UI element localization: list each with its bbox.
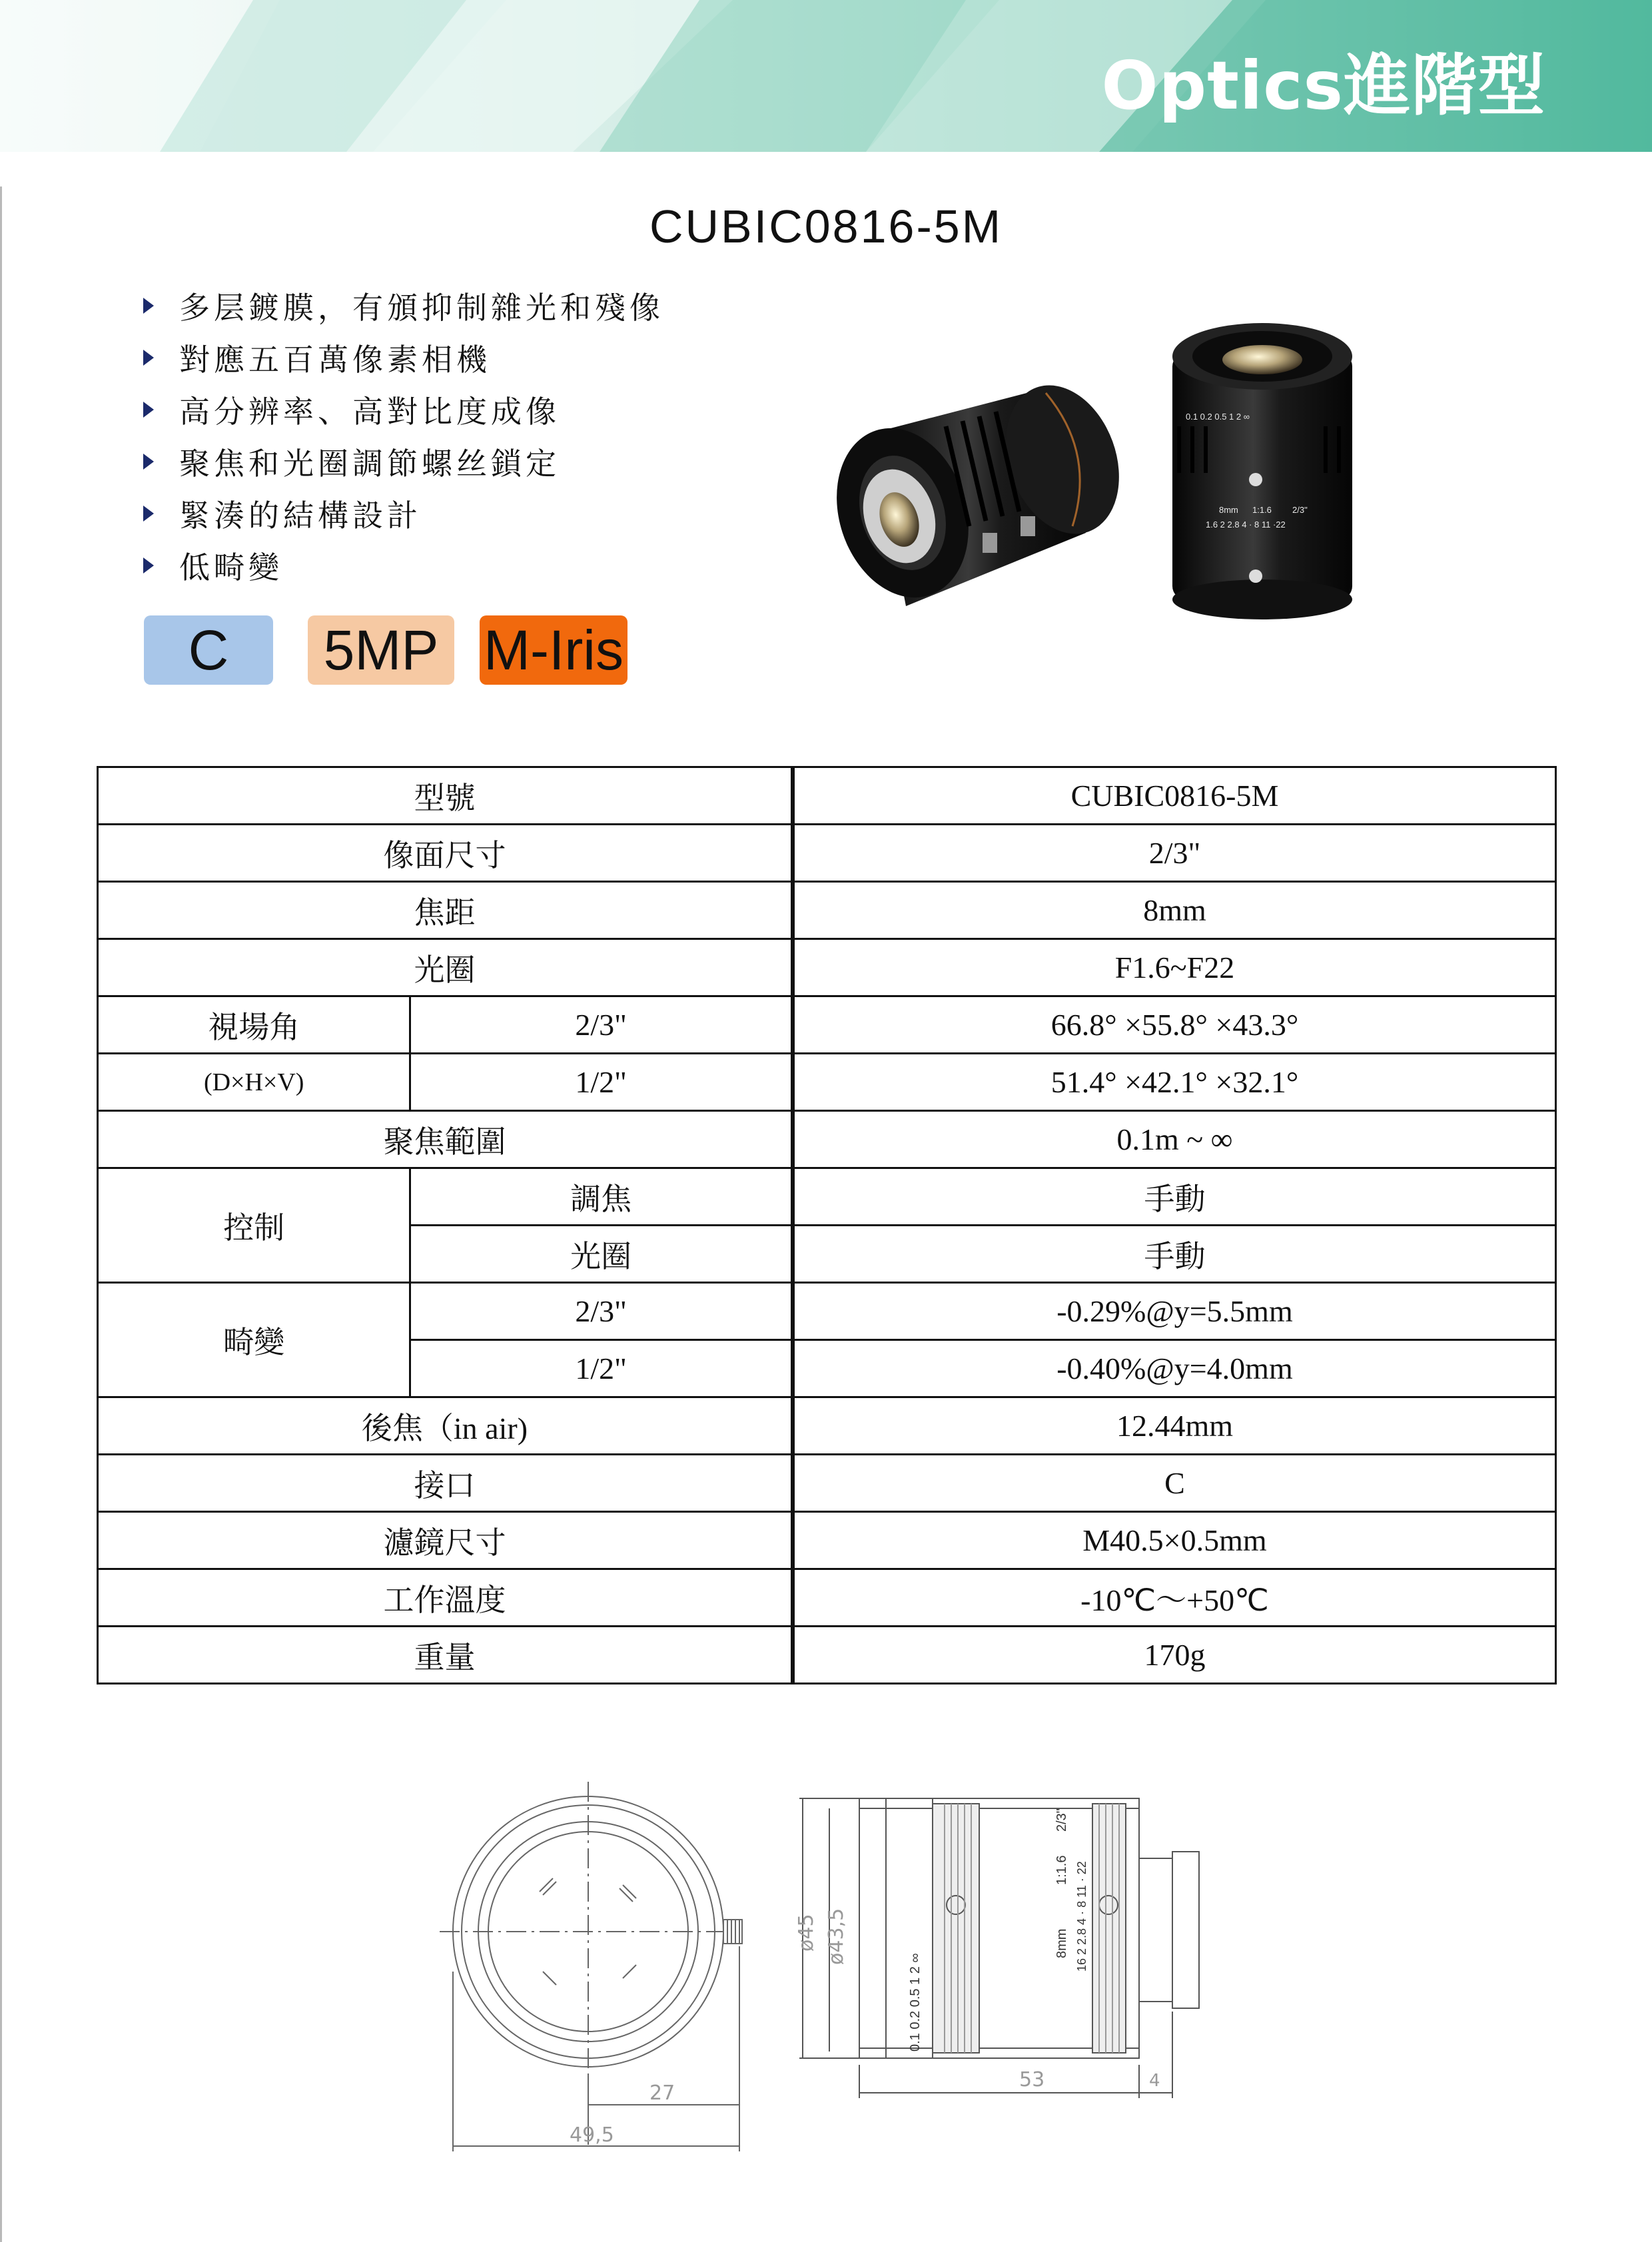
bullet-arrow-icon <box>143 558 154 573</box>
spec-sublabel: 光圈 <box>410 1226 793 1283</box>
bullet-arrow-icon <box>143 454 154 470</box>
header-banner <box>0 0 1652 152</box>
svg-text:1:1.6: 1:1.6 <box>1252 505 1272 515</box>
spec-value: 12.44mm <box>793 1397 1556 1455</box>
spec-value: 66.8° ×55.8° ×43.3° <box>793 996 1556 1054</box>
spec-value: 8mm <box>793 882 1556 939</box>
table-row <box>98 882 1556 939</box>
bullet-arrow-icon <box>143 298 154 314</box>
dimension-drawings <box>426 1772 1292 2171</box>
dim-4: 4 <box>1149 2071 1160 2091</box>
svg-text:2/3": 2/3" <box>1292 505 1308 515</box>
svg-text:8mm: 8mm <box>1219 505 1238 515</box>
table-row <box>98 1569 1556 1627</box>
table-row <box>98 1397 1556 1455</box>
feature-item: 聚焦和光圈調節螺丝鎖定 <box>143 436 664 488</box>
spec-sublabel: 1/2" <box>410 1340 793 1397</box>
spec-value: F1.6~F22 <box>793 939 1556 996</box>
spec-label: 工作溫度 <box>98 1569 793 1627</box>
spec-value: -0.40%@y=4.0mm <box>793 1340 1556 1397</box>
spec-label: 重量 <box>98 1627 793 1684</box>
spec-label: 濾鏡尺寸 <box>98 1512 793 1569</box>
table-row <box>98 1283 1556 1340</box>
feature-item: 緊湊的結構設計 <box>143 488 664 540</box>
dim-phi45: ø45 <box>795 1914 818 1952</box>
spec-value: 手動 <box>793 1226 1556 1283</box>
spec-label: (D×H×V) <box>98 1054 410 1111</box>
iris-tag: M-Iris <box>480 615 627 685</box>
spec-value: 手動 <box>793 1168 1556 1226</box>
feature-item: 多层鍍膜，有頒抑制雜光和殘像 <box>143 280 664 332</box>
dim-phi43-5: ø43,5 <box>825 1908 848 1965</box>
page-margin-rule <box>0 187 2 2242</box>
table-row <box>98 1111 1556 1168</box>
spec-sublabel: 調焦 <box>410 1168 793 1226</box>
spec-label: 焦距 <box>98 882 793 939</box>
table-row <box>98 1168 1556 1226</box>
barrel-f-scale: 16 2 2.8 4 · 8 11 · 22 <box>1075 1861 1088 1972</box>
barrel-format: 2/3" <box>1054 1808 1069 1832</box>
dim-53: 53 <box>1019 2068 1045 2091</box>
feature-item: 高分辨率、高對比度成像 <box>143 384 664 436</box>
spec-value: -0.29%@y=5.5mm <box>793 1283 1556 1340</box>
spec-value: M40.5×0.5mm <box>793 1512 1556 1569</box>
dim-27: 27 <box>649 2081 675 2105</box>
table-row <box>98 1627 1556 1684</box>
front-view-drawing <box>440 1782 742 2151</box>
svg-text:1.6 2 2.8 4 · 8 11 ·22: 1.6 2 2.8 4 · 8 11 ·22 <box>1206 520 1286 530</box>
product-photo <box>833 313 1379 659</box>
banner-title: Optics進階型 <box>1101 47 1545 125</box>
barrel-focal: 8mm <box>1054 1928 1069 1958</box>
barrel-distance-scale: 0.1 0.2 0.5 1 2 ∞ <box>908 1953 923 2052</box>
spec-label: 聚焦範圍 <box>98 1111 793 1168</box>
product-model-title: CUBIC0816-5M <box>649 200 1003 252</box>
feature-list <box>143 280 664 591</box>
barrel-ratio: 1:1.6 <box>1054 1855 1069 1885</box>
spec-label: 接口 <box>98 1455 793 1512</box>
table-row <box>98 1455 1556 1512</box>
side-view-drawing <box>799 1798 1199 2098</box>
feature-item: 低畸變 <box>143 540 664 591</box>
bullet-arrow-icon <box>143 402 154 418</box>
svg-text:0.1 0.2 0.5 1 2 ∞: 0.1 0.2 0.5 1 2 ∞ <box>1186 412 1250 422</box>
spec-label: 視場角 <box>98 996 410 1054</box>
table-row <box>98 939 1556 996</box>
spec-value: 170g <box>793 1627 1556 1684</box>
table-row <box>98 1512 1556 1569</box>
spec-label: 後焦（in air) <box>98 1397 793 1455</box>
spec-label: 光圈 <box>98 939 793 996</box>
bullet-arrow-icon <box>143 350 154 366</box>
spec-value: -10℃～+50℃ <box>793 1569 1556 1627</box>
feature-item: 對應五百萬像素相機 <box>143 332 664 384</box>
table-row <box>98 767 1556 825</box>
spec-value: 51.4° ×42.1° ×32.1° <box>793 1054 1556 1111</box>
bullet-arrow-icon <box>143 506 154 522</box>
spec-label: 型號 <box>98 767 793 825</box>
spec-sublabel: 2/3" <box>410 1283 793 1340</box>
lens-upright <box>1172 323 1352 619</box>
spec-value: C <box>793 1455 1556 1512</box>
lens-side <box>833 370 1139 615</box>
spec-value: 2/3" <box>793 825 1556 882</box>
dim-49-5: 49,5 <box>570 2123 614 2147</box>
spec-label: 畸變 <box>98 1283 410 1397</box>
spec-sublabel: 2/3" <box>410 996 793 1054</box>
resolution-tag: 5MP <box>308 615 454 685</box>
table-row <box>98 1054 1556 1111</box>
spec-sublabel: 1/2" <box>410 1054 793 1111</box>
spec-label: 像面尺寸 <box>98 825 793 882</box>
table-row <box>98 996 1556 1054</box>
mount-tag: C <box>144 615 273 685</box>
spec-label: 控制 <box>98 1168 410 1283</box>
spec-table <box>97 766 1557 1684</box>
spec-value: 0.1m ~ ∞ <box>793 1111 1556 1168</box>
table-row <box>98 825 1556 882</box>
spec-value: CUBIC0816-5M <box>793 767 1556 825</box>
